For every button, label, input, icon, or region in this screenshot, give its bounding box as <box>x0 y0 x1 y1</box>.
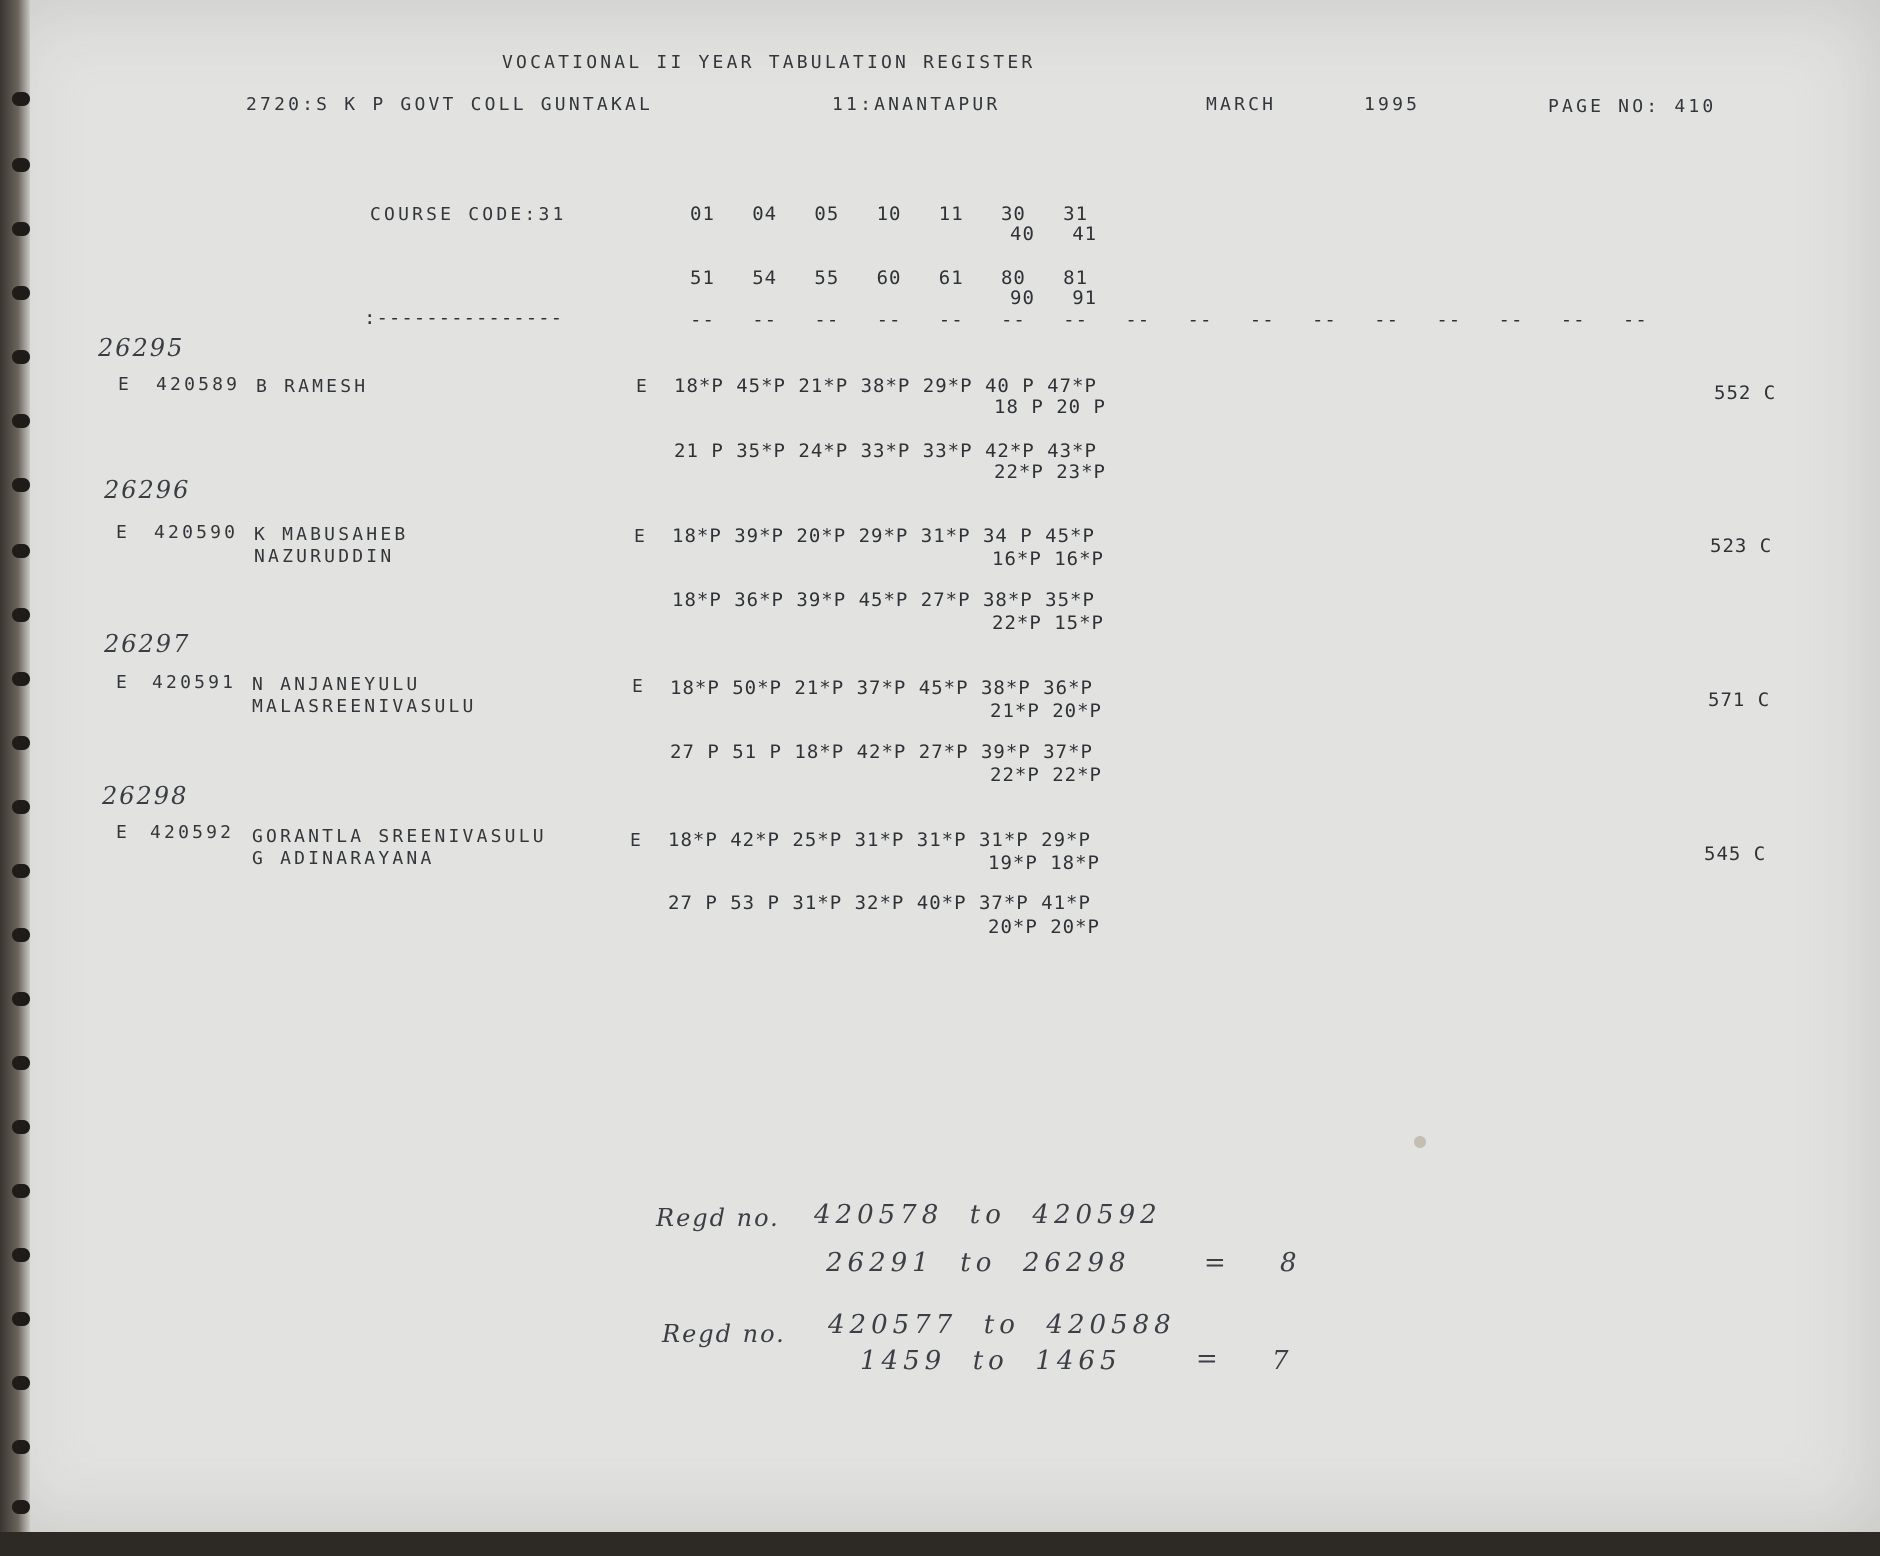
student-name: N ANJANEYULU <box>252 674 421 695</box>
exam-month: MARCH <box>1206 94 1277 115</box>
exam-year: 1995 <box>1364 94 1421 115</box>
serial-number: 26295 <box>98 334 185 362</box>
marks-row: 21*P 20*P <box>990 700 1102 722</box>
marks-row: 22*P 23*P <box>994 461 1106 483</box>
student-name-line2: G ADINARAYANA <box>252 848 435 869</box>
marks-row: 27 P 53 P 31*P 32*P 40*P 37*P 41*P <box>668 892 1091 914</box>
binder-hole <box>12 736 30 750</box>
total-marks: 571 C <box>1708 689 1771 711</box>
marks-row: 22*P 22*P <box>990 764 1102 786</box>
student-name-line2: MALASREENIVASULU <box>252 696 477 717</box>
serial-number: 26296 <box>104 476 191 504</box>
marks-row: 27 P 51 P 18*P 42*P 27*P 39*P 37*P <box>670 741 1093 763</box>
district-name: 11:ANANTAPUR <box>832 94 1001 115</box>
marks-row: 20*P 20*P <box>988 916 1100 938</box>
note-range: 1459 to 1465 <box>860 1346 1122 1376</box>
marks-row: 21 P 35*P 24*P 33*P 33*P 42*P 43*P <box>674 440 1097 462</box>
marks-row: 18*P 45*P 21*P 38*P 29*P 40 P 47*P <box>674 375 1097 397</box>
binder-hole <box>12 992 30 1006</box>
marks-row: 16*P 16*P <box>992 548 1104 570</box>
student-name: K MABUSAHEB <box>254 524 409 545</box>
subject-codes-row2b: 90 91 <box>1010 287 1098 309</box>
student-name: GORANTLA SREENIVASULU <box>252 826 547 847</box>
exam-flag: E <box>632 676 647 697</box>
binder-hole <box>12 1056 30 1070</box>
binder-hole <box>12 672 30 686</box>
subject-codes-row2: 51 54 55 60 61 80 81 <box>690 267 1089 289</box>
exam-flag: E <box>634 526 649 547</box>
binder-hole <box>12 1440 30 1454</box>
note-count: 7 <box>1272 1346 1294 1376</box>
note-equals: = <box>1204 1248 1231 1278</box>
binder-hole <box>12 800 30 814</box>
desk-background <box>0 1532 1880 1556</box>
course-code-label: COURSE CODE:31 <box>370 204 567 225</box>
binder-hole <box>12 864 30 878</box>
total-marks: 545 C <box>1704 843 1767 865</box>
registration-number: 420590 <box>154 522 239 543</box>
registration-number: 420589 <box>156 374 241 395</box>
binder-hole <box>12 1248 30 1262</box>
binder-hole <box>12 222 30 236</box>
note-count: 8 <box>1280 1248 1302 1278</box>
page-number: PAGE NO: 410 <box>1548 96 1717 117</box>
binder-hole <box>12 1376 30 1390</box>
registration-number: 420592 <box>150 822 235 843</box>
serial-number: 26298 <box>102 782 189 810</box>
binder-hole <box>12 1312 30 1326</box>
marks-row: 18 P 20 P <box>994 396 1106 418</box>
marks-row: 18*P 42*P 25*P 31*P 31*P 31*P 29*P <box>668 829 1091 851</box>
binder-hole <box>12 350 30 364</box>
note-equals: = <box>1196 1344 1223 1374</box>
marks-row: 19*P 18*P <box>988 852 1100 874</box>
binder-hole <box>12 1120 30 1134</box>
student-name-line2: NAZURUDDIN <box>254 546 395 567</box>
subject-codes-row1b: 40 41 <box>1010 223 1098 245</box>
exam-flag: E <box>630 830 645 851</box>
student-name: B RAMESH <box>256 376 369 397</box>
note-range: 26291 to 26298 <box>826 1248 1131 1278</box>
record-type: E <box>116 822 131 843</box>
binder-hole <box>12 1184 30 1198</box>
subject-codes-row1: 01 04 05 10 11 30 31 <box>690 203 1089 225</box>
register-title: VOCATIONAL II YEAR TABULATION REGISTER <box>502 52 1036 73</box>
binder-hole <box>12 158 30 172</box>
marks-row: 18*P 39*P 20*P 29*P 31*P 34 P 45*P <box>672 525 1095 547</box>
binder-hole <box>12 478 30 492</box>
college-name: 2720:S K P GOVT COLL GUNTAKAL <box>246 94 654 115</box>
note-label: Regd no. <box>662 1320 786 1348</box>
marks-row: 18*P 36*P 39*P 45*P 27*P 38*P 35*P <box>672 589 1095 611</box>
paper-stain <box>1414 1136 1426 1148</box>
binder-hole <box>12 1500 30 1514</box>
header-underline-right: -- -- -- -- -- -- -- -- -- -- -- -- -- -- -- -- <box>690 309 1648 331</box>
record-type: E <box>116 522 131 543</box>
exam-flag: E <box>636 376 651 397</box>
note-range: 420578 to 420592 <box>814 1200 1162 1230</box>
binder-hole <box>12 608 30 622</box>
total-marks: 552 C <box>1714 382 1777 404</box>
marks-row: 22*P 15*P <box>992 612 1104 634</box>
serial-number: 26297 <box>104 630 191 658</box>
registration-number: 420591 <box>152 672 237 693</box>
marks-row: 18*P 50*P 21*P 37*P 45*P 38*P 36*P <box>670 677 1093 699</box>
binder-hole <box>12 92 30 106</box>
total-marks: 523 C <box>1710 535 1773 557</box>
record-type: E <box>118 374 133 395</box>
note-range: 420577 to 420588 <box>828 1310 1176 1340</box>
binder-hole <box>12 414 30 428</box>
record-type: E <box>116 672 131 693</box>
binder-hole <box>12 286 30 300</box>
binder-hole <box>12 928 30 942</box>
header-underline-left: :--------------- <box>364 307 564 329</box>
note-label: Regd no. <box>656 1204 780 1232</box>
binder-hole <box>12 544 30 558</box>
